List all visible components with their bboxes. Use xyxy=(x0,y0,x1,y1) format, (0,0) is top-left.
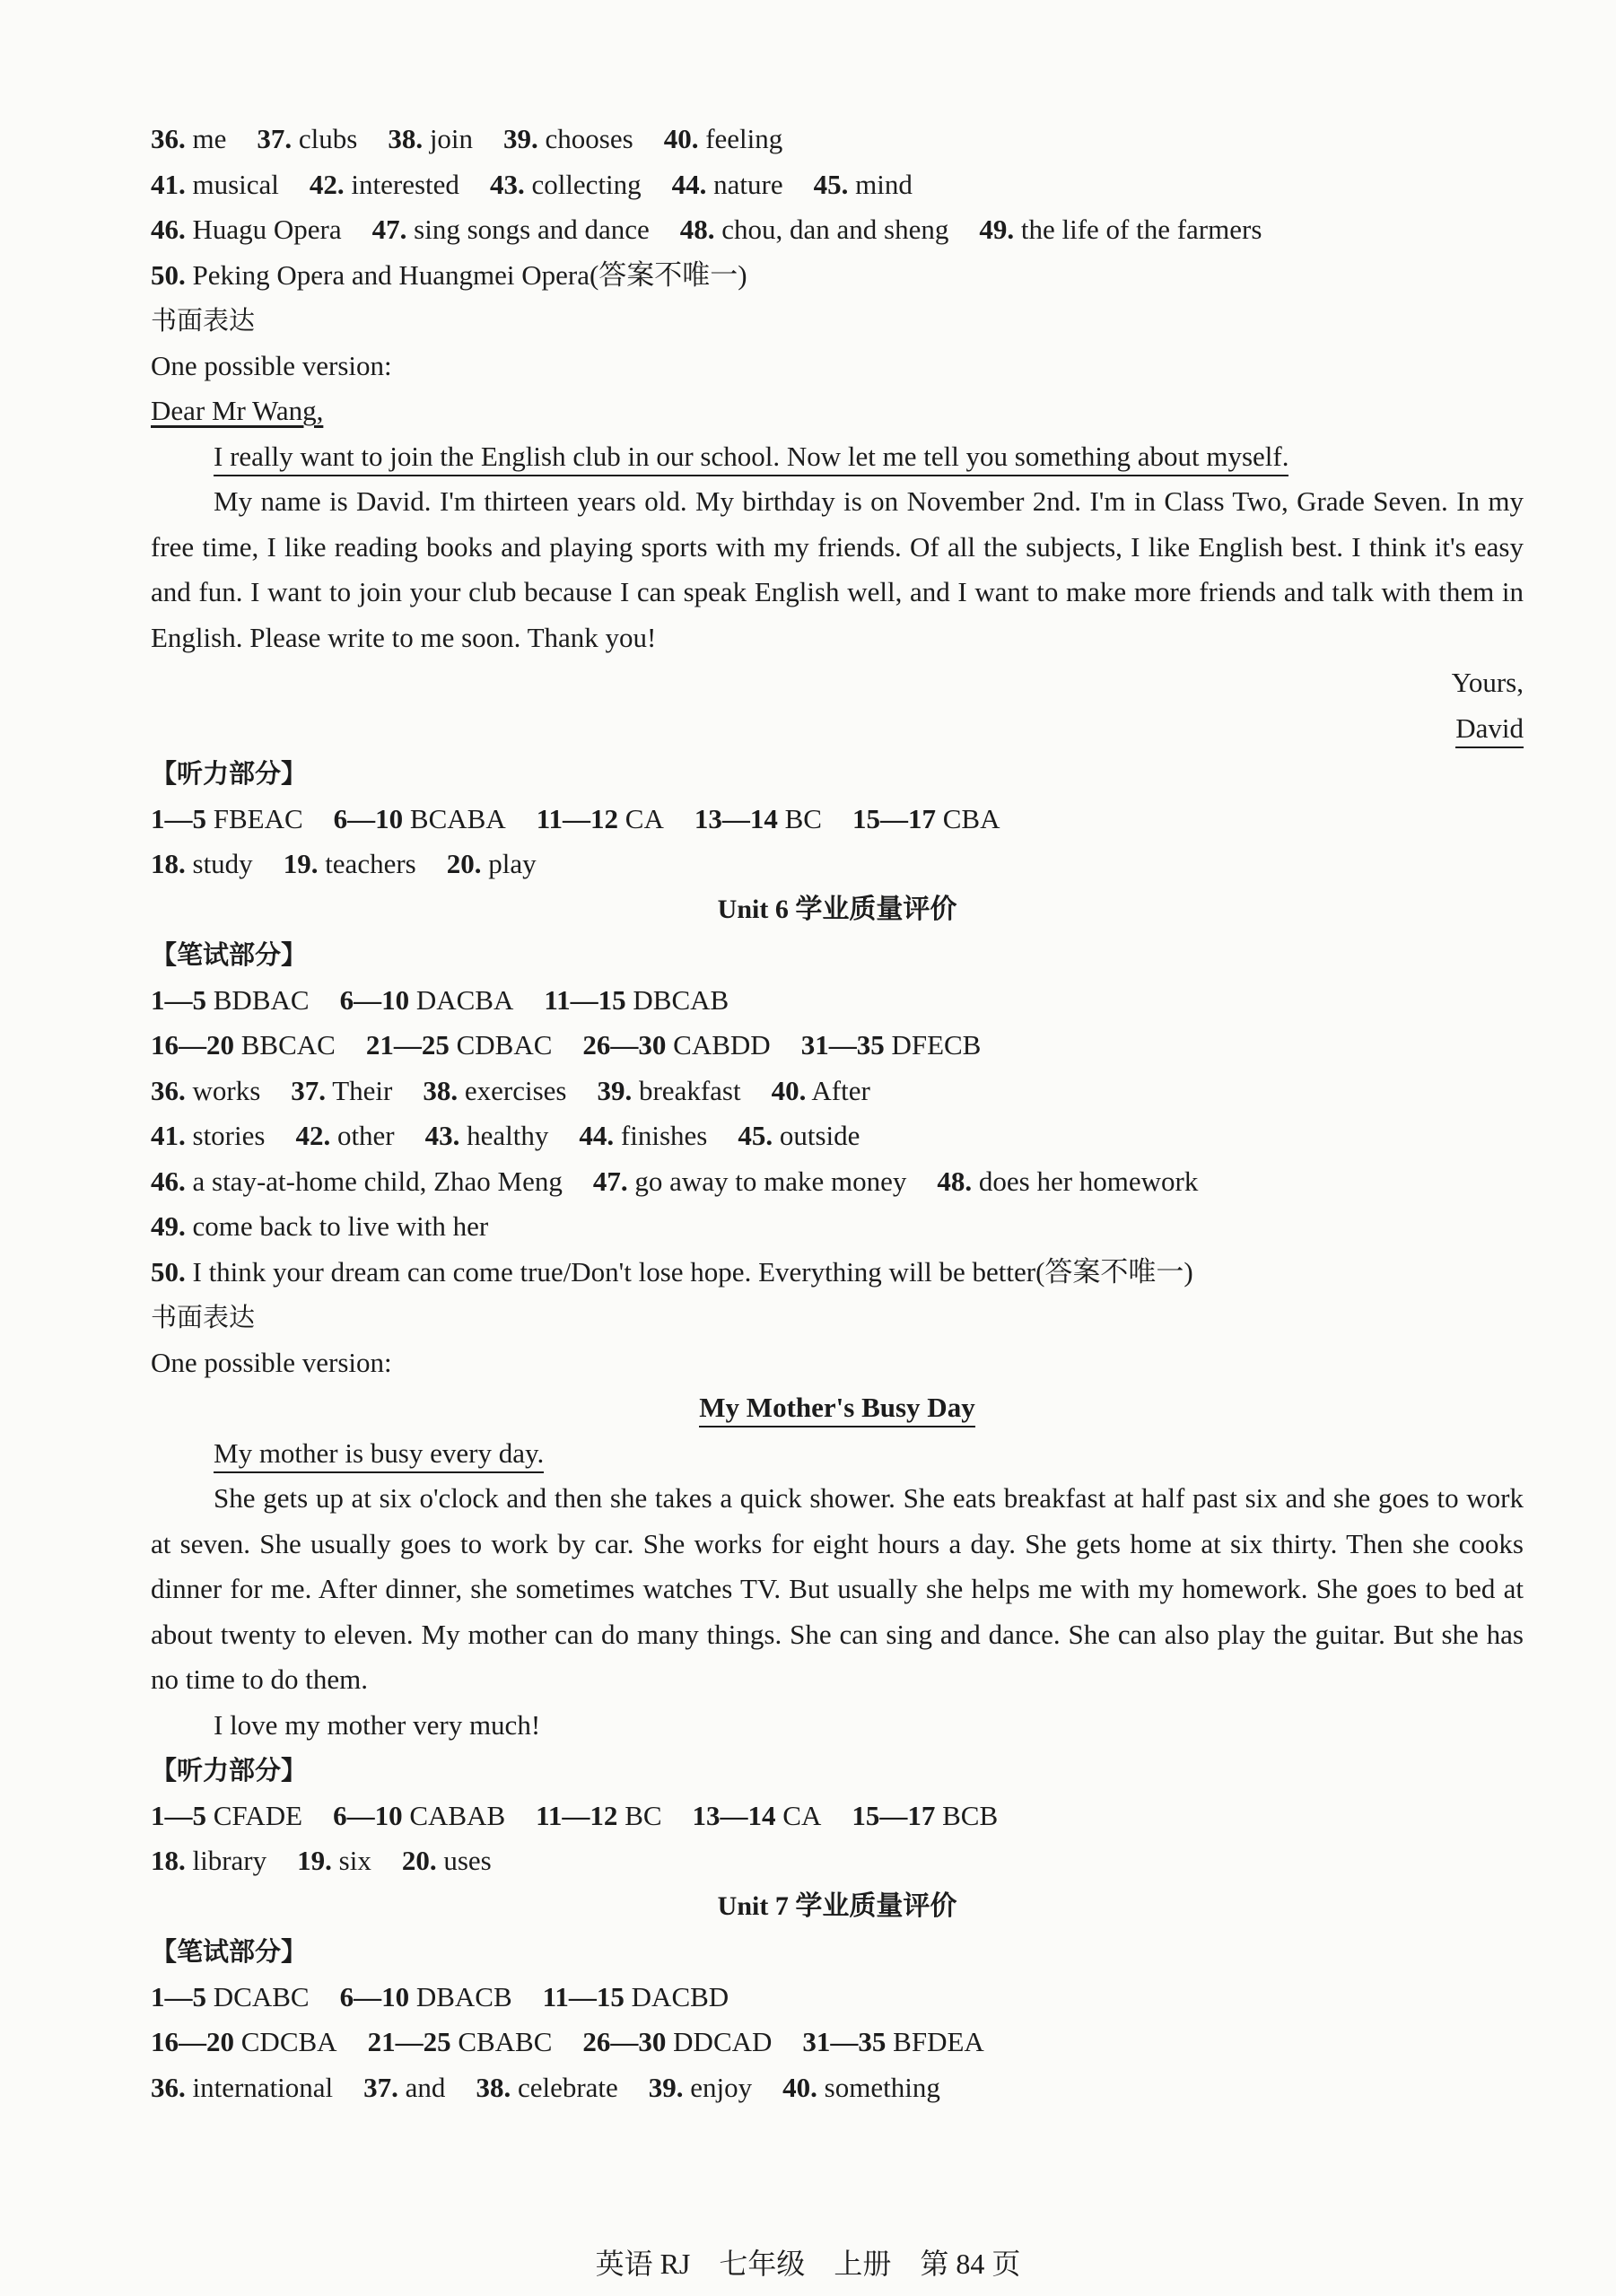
answer-text: study xyxy=(192,848,253,879)
answer-text: chou, dan and sheng xyxy=(721,214,949,245)
answer-item xyxy=(151,1029,336,1061)
answer-number: 39. xyxy=(648,2071,684,2103)
essay-first-line: My mother is busy every day. xyxy=(214,1436,544,1473)
answer-number: 47. xyxy=(371,214,407,245)
answer-item xyxy=(340,1981,512,2012)
written-label: 【笔试部分】 xyxy=(151,1936,308,1967)
answer-item xyxy=(543,1981,729,2012)
answer-row xyxy=(151,117,1524,162)
letter-greeting: Dear Mr Wang, xyxy=(151,395,324,426)
answer-text: CBABC xyxy=(458,2026,553,2057)
answer-item xyxy=(582,1029,770,1061)
answer-text: BC xyxy=(625,1799,662,1831)
answer-text: other xyxy=(336,1120,395,1151)
answer-row xyxy=(151,842,1524,887)
answer-number: 45. xyxy=(813,168,849,200)
answer-text: sing songs and dance xyxy=(414,214,650,245)
answer-text: DCABC xyxy=(213,1980,310,2012)
answer-row xyxy=(151,1838,1524,1884)
answer-text: stories xyxy=(192,1120,266,1151)
answer-row xyxy=(151,1250,1524,1296)
answer-text: international xyxy=(192,2071,334,2103)
answer-number: 31—35 xyxy=(802,2026,887,2057)
answer-text: exercises xyxy=(464,1074,567,1106)
answer-number: 44. xyxy=(579,1120,615,1151)
answer-text: join xyxy=(429,123,474,154)
footer-grade: 七年级 xyxy=(719,2248,806,2280)
answer-text: come back to live with her xyxy=(192,1210,489,1242)
answer-number: 40. xyxy=(782,2071,817,2103)
answer-text: CDBAC xyxy=(456,1029,553,1061)
answer-text: uses xyxy=(443,1845,492,1876)
answer-text: does her homework xyxy=(978,1165,1199,1197)
answer-item xyxy=(284,848,416,879)
answer-item xyxy=(297,1845,371,1876)
answer-text: the life of the farmers xyxy=(1020,214,1262,245)
answer-item xyxy=(334,803,506,834)
answer-row xyxy=(151,1204,1524,1250)
answer-item xyxy=(738,1120,860,1151)
answer-number: 39. xyxy=(503,123,538,154)
answer-text: and xyxy=(405,2071,446,2103)
answer-number: 48. xyxy=(937,1165,973,1197)
answer-item xyxy=(597,1075,740,1106)
answer-item xyxy=(649,2072,752,2103)
answer-number: 45. xyxy=(738,1120,773,1151)
answer-number: 38. xyxy=(423,1074,459,1106)
letter-closing: Yours, xyxy=(1451,667,1524,698)
answer-text: me xyxy=(192,123,227,154)
answer-text: go away to make money xyxy=(634,1165,907,1197)
answer-text: I think your dream can come true/Don't lose hope. Everything will be better(答案不唯一) xyxy=(192,1255,1193,1288)
answer-number: 37. xyxy=(291,1074,327,1106)
answer-item xyxy=(503,123,633,154)
answer-item xyxy=(295,1120,394,1151)
answer-text: CBA xyxy=(942,802,1000,834)
answer-item xyxy=(368,2026,553,2057)
answer-number: 39. xyxy=(597,1074,633,1106)
answer-row xyxy=(151,978,1524,1024)
answer-number: 41. xyxy=(151,1120,186,1151)
answer-text: BBCAC xyxy=(240,1029,336,1061)
answer-text: something xyxy=(824,2071,940,2103)
answer-number: 13—14 xyxy=(694,802,778,834)
answer-number: 11—12 xyxy=(536,802,619,834)
answer-number: 50. xyxy=(151,1255,186,1288)
answer-item xyxy=(151,214,342,245)
answer-item xyxy=(937,1165,1198,1197)
answer-number: 43. xyxy=(424,1120,460,1151)
answer-number: 46. xyxy=(151,214,186,245)
answer-number: 1—5 xyxy=(151,1980,206,2012)
footer-subject: 英语 RJ xyxy=(595,2248,691,2280)
answer-item xyxy=(680,214,949,245)
letter-body: My name is David. I'm thirteen years old. My birthday is on November 2nd. I'm in Class Two, Grade Seven. In my free time, I like reading books and playing sports with my friends. Of all the subjects, I like English best. I think it's easy and fun. I want to join your club because I can speak English well, and I want to make more friends and talk with them in English. Please write to me soon. Thank you! xyxy=(151,485,1524,653)
answer-row xyxy=(151,207,1524,253)
answer-number: 49. xyxy=(979,214,1015,245)
answer-number: 49. xyxy=(151,1210,186,1242)
answer-row xyxy=(151,1975,1524,2021)
answer-text: Their xyxy=(332,1074,393,1106)
answer-item xyxy=(257,123,357,154)
answer-row xyxy=(151,797,1524,842)
answer-item xyxy=(151,123,226,154)
answer-item xyxy=(151,1120,265,1151)
answer-number: 42. xyxy=(295,1120,331,1151)
answer-item xyxy=(852,803,1000,834)
answer-number: 26—30 xyxy=(582,1029,667,1061)
answer-text: CA xyxy=(625,802,664,834)
answer-item xyxy=(782,2072,940,2103)
answer-item xyxy=(151,1165,563,1197)
answer-item xyxy=(582,2026,772,2057)
answer-number: 31—35 xyxy=(800,1029,885,1061)
answer-text: CABDD xyxy=(673,1029,771,1061)
answer-text: BDBAC xyxy=(213,983,310,1016)
answer-item xyxy=(476,2072,617,2103)
answer-item xyxy=(151,2072,333,2103)
answer-item xyxy=(664,123,783,154)
footer-page-number: 第 84 页 xyxy=(920,2248,1021,2280)
answer-number: 1—5 xyxy=(151,802,206,834)
answer-text: CA xyxy=(782,1799,822,1831)
answer-item xyxy=(801,1029,982,1061)
answer-number: 41. xyxy=(151,168,186,200)
answer-row xyxy=(151,1023,1524,1069)
answer-text: DFECB xyxy=(891,1029,982,1061)
unit5-answer-rows xyxy=(151,117,1524,298)
essay-body: She gets up at six o'clock and then she takes a quick shower. She eats breakfast at half past six and she goes to work at seven. She usually goes to work by car. She works for eight hours a day. She gets home at six thirty. Then she cooks dinner for me. After dinner, she sometimes watches TV. But usually she helps me with my homework. She goes to bed at about twenty to eleven. My mother can do many things. She can sing and dance. She can also play the guitar. But she has no time to do them. xyxy=(151,1482,1524,1695)
answer-text: DACBA xyxy=(415,983,514,1016)
answer-text: play xyxy=(488,848,537,879)
answer-text: musical xyxy=(192,168,279,200)
answer-row xyxy=(151,162,1524,208)
version-label: One possible version: xyxy=(151,349,392,381)
answer-text: CABAB xyxy=(409,1799,506,1831)
answer-number: 36. xyxy=(151,1074,186,1106)
answer-text: nature xyxy=(713,168,783,200)
answer-number: 26—30 xyxy=(582,2026,667,2057)
unit6-answer-rows xyxy=(151,978,1524,1296)
answer-text: library xyxy=(192,1845,267,1876)
answer-text: Peking Opera and Huangmei Opera(答案不唯一) xyxy=(192,258,747,291)
answer-item xyxy=(340,984,514,1016)
answer-number: 6—10 xyxy=(339,1980,410,2012)
answer-number: 6—10 xyxy=(333,1799,403,1831)
answer-text: DACBD xyxy=(631,1980,729,2012)
essay-last-line: I love my mother very much! xyxy=(214,1708,541,1741)
answer-number: 11—12 xyxy=(536,1799,618,1831)
answer-item xyxy=(544,984,729,1016)
answer-number: 1—5 xyxy=(151,983,206,1016)
answer-text: After xyxy=(811,1074,870,1106)
listening-label: 【听力部分】 xyxy=(151,1755,308,1785)
answer-item xyxy=(151,1075,260,1106)
answer-row xyxy=(151,253,1524,299)
answer-text: collecting xyxy=(531,168,642,200)
answer-text: DDCAD xyxy=(673,2026,773,2057)
answer-item xyxy=(366,1029,553,1061)
unit7-answer-rows xyxy=(151,1975,1524,2111)
answer-item xyxy=(802,2026,983,2057)
answer-item xyxy=(291,1075,392,1106)
version-label: One possible version: xyxy=(151,1346,392,1378)
answer-text: chooses xyxy=(545,123,633,154)
answer-row xyxy=(151,1159,1524,1205)
answer-text: BC xyxy=(784,802,822,834)
answer-text: finishes xyxy=(620,1120,708,1151)
unit5-listening-rows xyxy=(151,797,1524,887)
answer-number: 19. xyxy=(283,848,319,879)
answer-number: 36. xyxy=(151,2071,186,2103)
answer-number: 44. xyxy=(671,168,707,200)
answer-item xyxy=(151,1256,1193,1288)
answer-number: 37. xyxy=(363,2071,398,2103)
answer-text: Huagu Opera xyxy=(192,214,342,245)
answer-number: 47. xyxy=(592,1165,628,1197)
answer-item xyxy=(151,1845,266,1876)
letter-signature: David xyxy=(1455,711,1524,748)
answer-item xyxy=(490,169,642,200)
page-footer xyxy=(0,2241,1616,2283)
answer-item xyxy=(425,1120,549,1151)
answer-number: 43. xyxy=(489,168,525,200)
answer-number: 42. xyxy=(309,168,345,200)
answer-number: 48. xyxy=(679,214,715,245)
answer-item xyxy=(363,2072,445,2103)
answer-number: 36. xyxy=(151,123,186,154)
answer-item xyxy=(537,803,664,834)
answer-item xyxy=(151,984,310,1016)
answer-item xyxy=(151,259,747,291)
answer-text: clubs xyxy=(298,123,358,154)
letter-first-line: I really want to join the English club in our school. Now let me tell you something about myself. xyxy=(214,439,1288,476)
answer-number: 21—25 xyxy=(367,2026,451,2057)
unit7-title: Unit 7 学业质量评价 xyxy=(717,1890,957,1921)
answer-number: 1—5 xyxy=(151,1799,206,1831)
answer-number: 6—10 xyxy=(339,983,410,1016)
answer-item xyxy=(772,1075,870,1106)
answer-number: 6—10 xyxy=(333,802,404,834)
answer-item xyxy=(151,848,253,879)
answer-text: breakfast xyxy=(638,1074,741,1106)
answer-number: 13—14 xyxy=(692,1799,776,1831)
answer-item xyxy=(423,1075,566,1106)
answer-number: 15—17 xyxy=(852,1799,936,1831)
answer-number: 40. xyxy=(771,1074,807,1106)
answer-row xyxy=(151,2020,1524,2065)
answer-item xyxy=(151,1981,310,2012)
answer-item xyxy=(333,1800,505,1831)
answer-item xyxy=(151,2026,337,2057)
answer-text: teachers xyxy=(325,848,416,879)
answer-text: feeling xyxy=(705,123,783,154)
answer-item xyxy=(814,169,913,200)
writing-label: 书面表达 xyxy=(151,305,256,336)
answer-text: works xyxy=(192,1074,261,1106)
answer-text: celebrate xyxy=(517,2071,618,2103)
answer-item xyxy=(151,1210,488,1242)
answer-text: a stay-at-home child, Zhao Meng xyxy=(192,1165,563,1197)
essay-title: My Mother's Busy Day xyxy=(699,1390,974,1427)
answer-text: outside xyxy=(779,1120,860,1151)
answer-number: 20. xyxy=(401,1845,437,1876)
answer-number: 19. xyxy=(297,1845,332,1876)
footer-volume: 上册 xyxy=(834,2248,892,2280)
answer-number: 16—20 xyxy=(151,2026,234,2057)
answer-number: 11—15 xyxy=(542,1980,625,2012)
answer-text: BCABA xyxy=(409,802,506,834)
writing-label: 书面表达 xyxy=(151,1302,256,1332)
answer-text: BFDEA xyxy=(893,2026,984,2057)
answer-text: FBEAC xyxy=(213,802,303,834)
answer-text: six xyxy=(338,1845,371,1876)
answer-item xyxy=(672,169,783,200)
answer-item xyxy=(402,1845,492,1876)
answer-item xyxy=(151,169,279,200)
answer-number: 37. xyxy=(257,123,293,154)
answer-number: 15—17 xyxy=(852,802,936,834)
answer-number: 50. xyxy=(151,258,186,291)
unit6-listening-rows xyxy=(151,1794,1524,1884)
answer-item xyxy=(447,848,537,879)
page-content xyxy=(151,117,1524,2110)
answer-text: healthy xyxy=(467,1120,549,1151)
answer-number: 18. xyxy=(151,1845,186,1876)
answer-text: BCB xyxy=(942,1799,999,1831)
answer-number: 38. xyxy=(476,2071,511,2103)
answer-item xyxy=(979,214,1262,245)
answer-row xyxy=(151,1113,1524,1159)
answer-item xyxy=(593,1165,907,1197)
answer-number: 21—25 xyxy=(365,1029,450,1061)
answer-text: mind xyxy=(855,168,913,200)
answer-item xyxy=(310,169,459,200)
answer-item xyxy=(852,1800,998,1831)
answer-number: 38. xyxy=(388,123,424,154)
answer-item xyxy=(151,803,303,834)
listening-label: 【听力部分】 xyxy=(151,758,308,789)
answer-item xyxy=(372,214,650,245)
written-label: 【笔试部分】 xyxy=(151,939,308,970)
answer-item xyxy=(579,1120,707,1151)
answer-number: 16—20 xyxy=(151,1029,234,1061)
answer-text: enjoy xyxy=(690,2071,753,2103)
answer-row xyxy=(151,1794,1524,1839)
answer-row xyxy=(151,2065,1524,2111)
answer-text: DBCAB xyxy=(633,983,729,1016)
answer-number: 20. xyxy=(446,848,482,879)
answer-number: 11—15 xyxy=(544,983,626,1016)
answer-item xyxy=(151,1800,302,1831)
answer-item xyxy=(388,123,473,154)
answer-number: 46. xyxy=(151,1165,186,1197)
answer-item xyxy=(693,1800,822,1831)
answer-text: interested xyxy=(351,168,459,200)
unit6-title: Unit 6 学业质量评价 xyxy=(717,894,957,924)
answer-text: CFADE xyxy=(213,1799,303,1831)
answer-item xyxy=(536,1800,661,1831)
answer-item xyxy=(694,803,822,834)
answer-text: DBACB xyxy=(415,1980,512,2012)
answer-row xyxy=(151,1069,1524,1114)
answer-number: 18. xyxy=(151,848,186,879)
answer-number: 40. xyxy=(663,123,699,154)
answer-text: CDCBA xyxy=(240,2026,337,2057)
